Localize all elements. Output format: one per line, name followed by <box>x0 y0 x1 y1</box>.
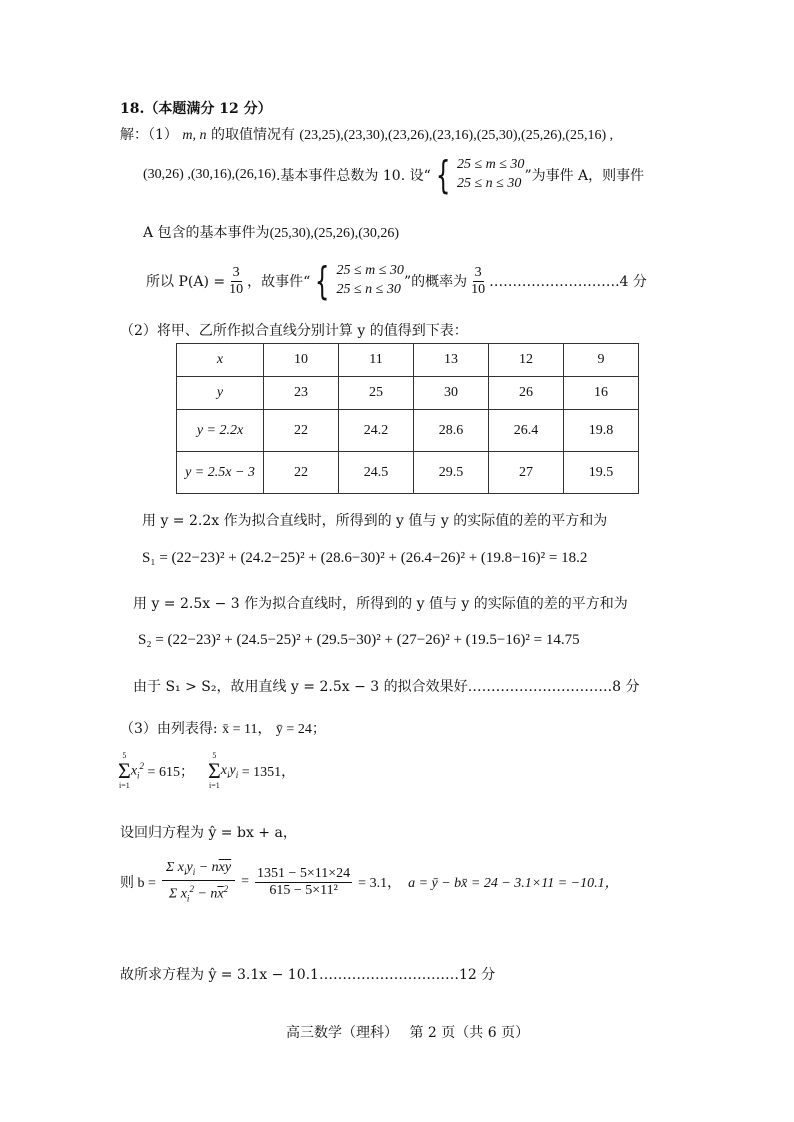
b-result: = 3.1， <box>358 876 402 892</box>
ybar: ȳ = 24； <box>275 722 326 737</box>
question-header <box>120 98 272 118</box>
then-b: 则 b = <box>120 876 156 892</box>
part1-line4 <box>146 259 647 303</box>
cond-n: 25 ≤ n ≤ 30 <box>456 176 522 191</box>
fit-table <box>176 343 639 494</box>
part3-label: （3）由列表得: <box>120 721 218 737</box>
b-numeric-fraction: $\frac{1351 - 5\times 11\times 24}{\text{615 − 5×11²}}$ <box>257 866 351 898</box>
sum-sign: 5 Σ i=1 <box>118 751 131 790</box>
s1-equation: S₁ = (22−23)² + (24.2−25)² + (28.6−30)² + (26.4−26)² + (19.8−16)² = 18.2 <box>142 550 588 566</box>
part3-score: …………………………12 分 <box>318 967 496 983</box>
probability-fraction-2: $\frac{3}{10}$ <box>471 265 486 297</box>
line-a: 用 y = 2.2x 作为拟合直线时，所得到的 y 值与 y 的实际值的差的平方和为 <box>142 513 608 529</box>
probability-fraction: $\frac{3}{10}$ <box>229 265 244 297</box>
so-text: 所以 P(A) = <box>146 274 226 290</box>
total-text: .基本事件总数为 10. 设“ <box>275 168 431 184</box>
part2-label: （2）将甲、乙所作拟合直线分别计算 y 的值得到下表： <box>120 323 468 339</box>
condition-system-2: { 25 ≤ m ≤ 30 25 ≤ n ≤ 30 <box>315 259 404 303</box>
part1-score: ……………………….4 分 <box>489 274 647 290</box>
page-footer: 高三数学（理科） 第 2 页（共 6 页） <box>286 1025 530 1041</box>
part2-score: ………………………….8 分 <box>467 679 640 695</box>
event-prob-text: ，故事件“ <box>247 274 311 290</box>
table-row: y = 2.5x − 3 22 24.5 29.5 27 19.5 <box>177 452 639 494</box>
part1-vars: m, n <box>182 128 207 143</box>
xbar: x̄ = 11， <box>222 722 272 737</box>
line-b: 用 y = 2.5x − 3 作为拟合直线时，所得到的 y 值与 y 的实际值的差的平方和为 <box>133 596 628 612</box>
question-points: （本题满分 12 分） <box>144 101 272 117</box>
part2-conclusion: 由于 S₁ > S₂，故用直线 y = 2.5x − 3 的拟合效果好………………………….8 分 <box>133 679 640 695</box>
part1-line3 <box>143 222 399 242</box>
pairs-line1: (23,25),(23,30),(23,26),(23,16),(25,30),(25,26),(25,16) , <box>299 128 614 143</box>
final-answer: 故所求方程为 ŷ = 3.1x − 10.1…………………………12 分 <box>120 967 496 983</box>
pairs-line2: (30,26) ,(30,16),(26,16) <box>143 167 276 182</box>
sums-line: 5 Σ i=1 $x_i^2$ = 615； 5 Σ i=1 $x_iy_i$ = 1351， <box>118 751 296 790</box>
b-symbolic-fraction: $\frac{\Sigma x_iy_i - n\overline{x}\overline{y}}{\Sigma x_i^2 - n\overline{x}^2}$ <box>162 860 235 904</box>
part3-line1 <box>120 718 326 738</box>
table-row: y = 2.2x 22 24.2 28.6 26.4 19.8 <box>177 410 639 452</box>
s2-equation: S₂ = (22−23)² + (24.5−25)² + (29.5−30)² + (27−26)² + (19.5−16)² = 14.75 <box>138 632 580 648</box>
cond-m: 25 ≤ m ≤ 30 <box>456 157 525 173</box>
part1-intro: 的取值情况有 <box>210 127 295 143</box>
sum-xy: = 1351， <box>241 765 296 780</box>
contains-pairs: (25,30),(25,26),(30,26) <box>269 226 400 241</box>
part1-line2 <box>143 153 645 197</box>
contains-text: A 包含的基本事件为 <box>143 225 270 241</box>
part1-label: （1） <box>148 127 178 143</box>
prob-text-after: ”的概率为 <box>403 274 468 290</box>
question-number: 18. <box>120 101 145 117</box>
solution-label: 解： <box>120 127 148 143</box>
sum-sq: = 615； <box>147 765 194 780</box>
sum-sign-2: 5 Σ i=1 <box>207 751 221 790</box>
b-formula: 则 b = $\frac{\Sigma x_iy_i - n\overline{x}\overline{y}}{\Sigma x_i^2 - n\overline{x}^2}$ = $\frac{1351 - 5\times 11\times 24}{\text{615 − 5×11²}}$ = 3.1， a = ȳ − bx̄ = 24 − 3.1×11 = −10.1， <box>120 860 619 904</box>
table-row: y 23 25 30 26 16 <box>177 377 639 410</box>
condition-system: { 25 ≤ m ≤ 30 25 ≤ n ≤ 30 <box>435 153 525 197</box>
part1-line1 <box>120 124 613 144</box>
table-row: x 10 11 13 12 9 <box>177 344 639 377</box>
event-text: ”为事件 A，则事件 <box>524 168 645 184</box>
a-result: a = ȳ − bx̄ = 24 − 3.1×11 = −10.1， <box>408 876 619 892</box>
regression-text: 设回归方程为 ŷ = bx + a， <box>120 825 297 841</box>
